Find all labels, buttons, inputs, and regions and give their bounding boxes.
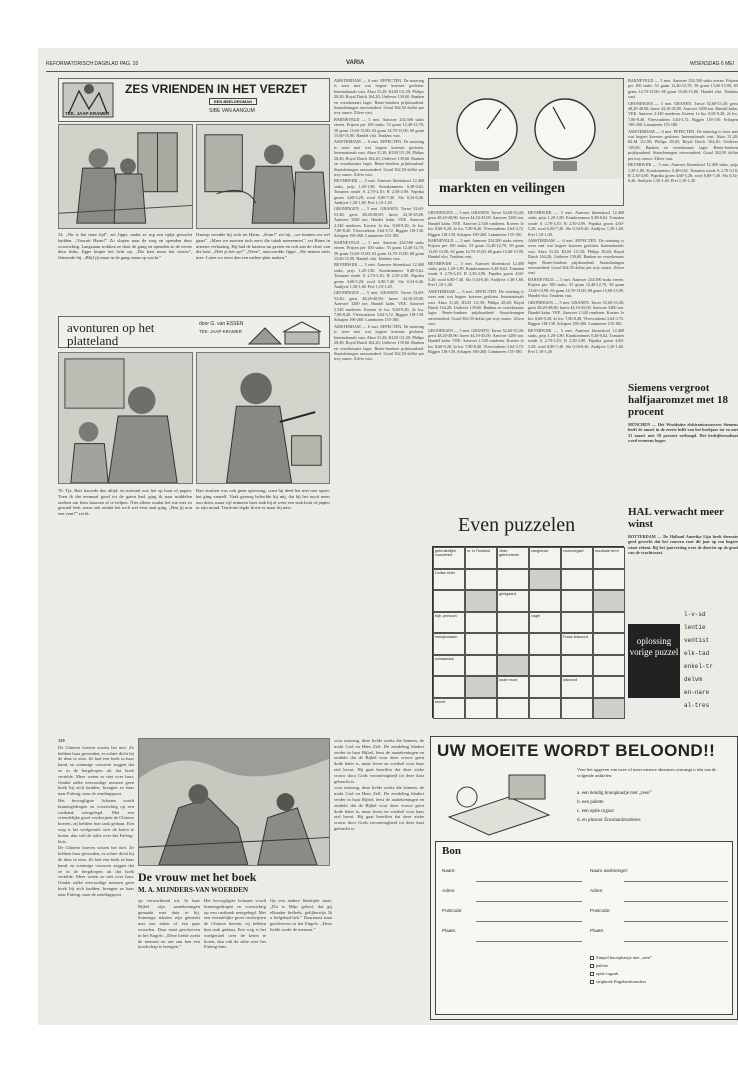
form-field-line[interactable] <box>476 921 582 922</box>
crossword-cell[interactable] <box>593 698 625 720</box>
form-choice-label: Simpel knoopkastje met „teen” <box>596 955 653 960</box>
story-panel-left <box>58 352 193 484</box>
crossword-cell[interactable] <box>593 676 625 698</box>
crossword-cell[interactable] <box>465 569 497 591</box>
article-column-5 <box>334 738 424 1018</box>
form-fields-left <box>442 868 582 948</box>
form-choice[interactable] <box>590 978 728 986</box>
crossword-cell[interactable] <box>433 676 465 698</box>
form-field-label: Plaats: <box>590 928 605 933</box>
crossword-clue: voorvoegsel <box>561 547 593 569</box>
crossword-grid[interactable] <box>432 546 624 718</box>
ad-intro: Voor het opgeven van twee of meer nieuwe abonnees ontvangt u één van de volgende artikelen: <box>577 767 717 778</box>
form-field-label: Naam: <box>442 868 456 873</box>
article-column-4: Op een andere bladzijde staat: „Dit is Mijn gebod, dat gij elkander liefhebt, gelijkerwijs Ik u liefgehad heb.” Daarnaast staat geschreven in het Engels: „Deze liefde zoekt de mensen.” <box>270 898 332 932</box>
form-field[interactable] <box>590 908 728 928</box>
crossword-cell[interactable] <box>561 569 593 591</box>
form-field[interactable] <box>442 908 582 928</box>
article-text-1: De Chinese boeren wisten het niet. Ze hebben haar gevonden, er achter dicht bij de deur te zien. Ze had een boek in haar hand, en sommige vrouwen zeggen dat ze in de bergdorpen uit dat boek vertelde. Meer weten ze niet over haar. Omdat zulke eenvoudige mensen geen boek bij zich hadden, brengen ze haar naar Fufeng, naar de zendingspost. <box>58 744 134 797</box>
story-credit-2: TEK. JAAP KRAMER <box>199 329 242 334</box>
puzzle-title: Even puzzelen <box>458 514 576 536</box>
crossword-cell[interactable] <box>465 698 497 720</box>
markets-banner <box>428 78 624 206</box>
checkbox[interactable] <box>590 964 594 968</box>
markets-text-1d: AMSTERDAM — 6 mei. EFFECTEN. De notering is weer met wat hogere koersen gesloten. Internationals vast. Akzo 31,20; KLM 111,50; Philips 28,40; Royal Dutch 164,20; Unilever 139,60. Banken en verzekeraars lager. Rente-fondsen prijshoudend. Staatsleningen onveranderd. Goud 362,50 dollar per troy ounce. Zilver vast. <box>428 288 524 327</box>
comic-caption-left: 34. „Nu is het onze tijd”, zei Jippe, nadat ze rog een tijdje gewacht hadden. „Vooruit Harm!” Zo slopen naar de weg en openden deur voorzichtig. Langzaam trokken ze door de gang en openden ze de eerste deur links. Jippe knipte het licht op. „Die kast moet het wezen”, fluisterde hij. „Blijf jij maar in de gang staan op wacht.” <box>58 232 192 261</box>
crossword-cell[interactable] <box>529 698 561 720</box>
crossword-clue: nr. in Rusland <box>465 547 497 569</box>
order-form <box>435 841 733 1015</box>
siemens-text: MÜNCHEN — Het Westduitse elektronicaconcern Siemens heeft de omzet in de eerste helft van het boekjaar tot en met 31 maart met 18 procent verhoogd. Het bedrijfsresultaat werd eveneens hoger. <box>628 422 738 444</box>
crossword-cell[interactable] <box>497 569 529 591</box>
crossword-clue: muzikale term <box>593 547 625 569</box>
markets-text-2: BARNEVELD — 5 mei. Aanvoer 234.500 stuks eieren. Prijzen per 100 stuks: 53 gram 12,40-12,70; 58 gram 13,60-13,90; 63 gram 14,70-15,00; 68 gram 15,60-15,90. Handel vlot. Tendens vast. <box>334 116 424 139</box>
crossword-cell[interactable] <box>593 633 625 655</box>
crossword-clue: meisjesnaam <box>433 633 465 655</box>
form-choice-label: palette <box>596 963 608 968</box>
hal-text: ROTTERDAM — De Holland Amerika Lijn heeft dermate goed gewerkt dat het concern voor dit jaar op een hogere winst rekent. Bij het jaarverslag wees de directie op de groei van de vrachtvaart. <box>628 534 738 556</box>
story-banner <box>58 316 330 348</box>
article-column-1 <box>58 738 134 1018</box>
subscription-ad <box>430 736 738 1020</box>
markets-text-3e: BEVERWIJK — 5 mei. Aanvoer bloemkool 12.400 stuks, prijs 1,20-1,80. Komkommers 0,48-0,62. Tomaten ronde A 2,70-3,10; B 2,50-2,90. Paprika groen 4,60-5,20; rood 6,80-7,40. Sla 0,34-0,46. Andijvie 1,30-1,60. Prei 1,10-1,40. <box>528 327 624 355</box>
form-field-line[interactable] <box>476 901 582 902</box>
markets-column-3 <box>528 210 624 540</box>
article-column-3: Het bewogligste lichaam wordt binnengedragen en voorzichtig op een rustbank neergelegd. Met een vriendelijke groet verdwijnen de Chinese boeren, zij hebben hun taak gedaan. Een weg is het wielgeratel over de keien te horen, dan valt de stilte over het Fufeng-huis. <box>204 898 266 950</box>
farm-illustration <box>245 318 325 348</box>
form-field[interactable] <box>590 888 728 908</box>
crossword-cell[interactable] <box>529 655 561 677</box>
markets-text-3: BEVERWIJK — 5 mei. Aanvoer bloemkool 12.400 stuks, prijs 1,20-1,80. Komkommers 0,48-0,62. Tomaten ronde A 2,70-3,10; B 2,50-2,90. Paprika groen 4,60-5,20; rood 6,80-7,40. Sla 0,34-0,46. Andijvie 1,30-1,60. Prei 1,10-1,40. <box>334 178 424 205</box>
form-field-line[interactable] <box>624 921 728 922</box>
ad-option: a. een hendig knoopkastje met „teen” <box>577 791 652 796</box>
form-field[interactable] <box>590 868 728 888</box>
form-choice[interactable] <box>590 962 728 970</box>
crossword-clue: lidwoord <box>561 676 593 698</box>
solution-row: l-v-sd <box>684 611 706 618</box>
crossword-cell[interactable] <box>529 676 561 698</box>
crossword-cell[interactable] <box>529 633 561 655</box>
form-field[interactable] <box>442 928 582 948</box>
page-header <box>46 58 738 72</box>
ad-options-list <box>577 789 727 825</box>
crossword-cell[interactable] <box>465 590 497 612</box>
crossword-clue: schaakstuk <box>433 655 465 677</box>
crossword-cell[interactable] <box>561 698 593 720</box>
article-text-3b: voor ontvang, deze liefde zoeks die kennen, de mokt God en Hem Zelf. De zendeling bladert verder in haar Bijbel, leest de aantekeningen en ontdekt dat de Bijbel voor deze vrouw geen dode letter is, maar leven en voedsel voor haar ziel bevat. Hij gaat beseffen dat deze zieke vrouw door Gods voorzienigheid tot deze kust gebracht is. <box>334 785 424 831</box>
comic-credit-story: SIBE VAN AANGUM <box>209 108 255 114</box>
article-text-1b: De Chinese boeren wisten het niet. Ze hebben haar gevonden, er achter dicht bij de deur te zien. Ze had een boek in haar hand, en sommige vrouwen zeggen dat ze in de bergdorpen uit dat boek vertelde. Meer weten ze niet over haar. Omdat zulke eenvoudige mensen geen boek bij zich hadden, brengen ze haar naar Fufeng, naar de zendingspost. <box>58 845 134 897</box>
crossword-clue: vogel <box>529 612 561 634</box>
markets-text-2d: BARNEVELD — 5 mei. Aanvoer 234.500 stuks eieren. Prijzen per 100 stuks: 53 gram 12,40-12,70; 58 gram 13,60-13,90; 63 gram 14,70-15,00; 68 gram 15,60-15,90. Handel vlot. Tendens vast. <box>528 276 624 299</box>
solution-row: ventist <box>684 637 710 644</box>
form-field-line[interactable] <box>624 881 728 882</box>
form-choice[interactable] <box>590 970 728 978</box>
crossword-cell[interactable] <box>465 633 497 655</box>
crossword-clue: toneel <box>433 698 465 720</box>
ad-prizes-illustration <box>439 767 569 837</box>
markets-text-4: GRONINGEN — 5 mei. GRANEN. Tarwe 52,60-53,40; gerst 48,20-48,90; haver 44,10-45,00. Aanvoer 3200 ton. Handel kalm. VEE. Aanvoer 2.340 runderen. Koeien 1e kw. 8,60-9,20; 2e kw. 7,80-8,40. Vleesvarkens 3,64-3,72. Biggen 118-130. Schapen 190-260. Lammeren 155-180. <box>334 206 424 239</box>
header-section: VARIA <box>346 60 365 66</box>
markets-text-1e: AMSTERDAM — 6 mei. EFFECTEN. De notering is weer met wat hogere koersen gesloten. Internationals vast. Akzo 31,20; KLM 111,50; Philips 28,40; Royal Dutch 164,20; Unilever 139,60. Banken en verzekeraars lager. Rente-fondsen prijshoudend. Staatsleningen onveranderd. Goud 362,50 dollar per troy ounce. Zilver vast. <box>528 238 624 276</box>
crossword-cell[interactable] <box>497 612 529 634</box>
markets-column-1 <box>334 78 424 518</box>
markets-text-3c: BEVERWIJK — 5 mei. Aanvoer bloemkool 12.400 stuks, prijs 1,20-1,80. Komkommers 0,48-0,62. Tomaten ronde A 2,70-3,10; B 2,50-2,90. Paprika groen 4,60-5,20; rood 6,80-7,40. Sla 0,34-0,46. Andijvie 1,30-1,60. Prei 1,10-1,40. <box>428 260 524 288</box>
markets-text-1b: AMSTERDAM — 6 mei. EFFECTEN. De notering is weer met wat hogere koersen gesloten. Internationals vast. Akzo 31,20; KLM 111,50; Philips 28,40; Royal Dutch 164,20; Unilever 139,60. Banken en verzekeraars lager. Rente-fondsen prijshoudend. Staatsleningen onveranderd. Goud 362,50 dollar per troy ounce. Zilver vast. <box>334 139 424 177</box>
article-text-3: voor ontvang, deze liefde zoeks die kennen, de mokt God en Hem Zelf. De zendeling bladert verder in haar Bijbel, leest de aantekeningen en ontdekt dat de Bijbel voor deze vrouw geen dode letter is, maar leven en voedsel voor haar ziel bevat. Hij gaat beseffen dat deze zieke vrouw door Gods voorzienigheid tot deze kust gebracht is. <box>334 738 424 784</box>
crossword-clue: Frans lidwoord <box>561 633 593 655</box>
solution-row: enkel-tr <box>684 663 713 670</box>
comic-panel-right <box>196 124 330 229</box>
right-text-4: BEVERWIJK — 5 mei. Aanvoer bloemkool 12.400 stuks, prijs 1,20-1,80. Komkommers 0,48-0,62. Tomaten ronde A 2,70-3,10; B 2,50-2,90. Paprika groen 4,60-5,20; rood 6,80-7,40. Sla 0,34-0,46. Andijvie 1,30-1,60. Prei 1,10-1,40. <box>628 162 738 184</box>
crossword-cell[interactable] <box>497 655 529 677</box>
right-text-1: BARNEVELD — 5 mei. Aanvoer 234.500 stuks eieren. Prijzen per 100 stuks: 53 gram 12,40-12,70; 58 gram 13,60-13,90; 63 gram 14,70-15,00; 68 gram 15,60-15,90. Handel vlot. Tendens vast. <box>628 78 738 100</box>
solution-row: en-nare <box>684 689 710 696</box>
crossword-clue: Duitse rivier <box>433 569 465 591</box>
header-date: WOENSDAG 6 MEI <box>689 61 734 67</box>
markets-text-3d: BEVERWIJK — 5 mei. Aanvoer bloemkool 12.400 stuks, prijs 1,20-1,80. Komkommers 0,48-0,62. Tomaten ronde A 2,70-3,10; B 2,50-2,90. Paprika groen 4,60-5,20; rood 6,80-7,40. Sla 0,34-0,46. Andijvie 1,30-1,60. Prei 1,10-1,40. <box>528 210 624 237</box>
markets-text-1: AMSTERDAM — 6 mei. EFFECTEN. De notering is weer met wat hogere koersen gesloten. Internationals vast. Akzo 31,20; KLM 111,50; Philips 28,40; Royal Dutch 164,20; Unilever 139,60. Banken en verzekeraars lager. Rente-fondsen prijshoudend. Staatsleningen onveranderd. Goud 362,50 dollar per troy ounce. Zilver vast. <box>334 78 424 116</box>
crossword-cell[interactable] <box>593 612 625 634</box>
markets-column-2 <box>428 210 524 540</box>
form-field-label: Naam aanbrenger: <box>590 868 629 873</box>
crossword-cell[interactable] <box>561 655 593 677</box>
ad-option: d. en plusoor Encelandzunderes <box>577 818 641 823</box>
markets-text-2b: BARNEVELD — 5 mei. Aanvoer 234.500 stuks eieren. Prijzen per 100 stuks: 53 gram 12,40-12,70; 58 gram 13,60-13,90; 63 gram 14,70-15,00; 68 gram 15,60-15,90. Handel vlot. Tendens vast. <box>334 239 424 261</box>
solution-row: elk-tad <box>684 650 710 657</box>
comic-panel-left <box>58 124 193 229</box>
crossword-cell[interactable] <box>465 612 497 634</box>
checkbox[interactable] <box>590 972 594 976</box>
story-caption-left: 76. Tja, Bart kauwde dus altijd, en meestal was het op hout of papier. Toen ik dat eenmaal goed tot de gaten had, ging ik naar middelen zoeken om hem daarvan af te helpen. Niet alleen omdat het me niet zo gezond leek, maar ook omdat het toch wel eens stuk ging. „Ben jij nou een vent?” zei ik. <box>58 488 192 517</box>
ad-title: UW MOEITE WORDT BELOOND!! <box>437 741 716 760</box>
form-field-label: Adres: <box>590 888 604 893</box>
story-credit: door G. van ESSEN <box>199 321 244 327</box>
crossword-clue: zangmuze <box>529 547 561 569</box>
form-choice-label: optie rugzak <box>596 971 619 976</box>
solution-box <box>628 608 738 718</box>
crossword-clue: Jean, gebeurtenis <box>497 547 529 569</box>
solution-label: oplossing vorige puzzel <box>628 624 680 698</box>
article-title: De vrouw met het boek <box>138 870 257 884</box>
form-choice-label: stripboek Engelandvaarders <box>596 979 647 984</box>
crossword-cell[interactable] <box>529 590 561 612</box>
ad-option: c. een optie rugzor <box>577 809 615 814</box>
right-text-2: GRONINGEN — 5 mei. GRANEN. Tarwe 52,60-53,40; gerst 48,20-48,90; haver 44,10-45,00. Aanvoer 3200 ton. Handel kalm. VEE. Aanvoer 2.340 runderen. Koeien 1e kw. 8,60-9,20; 2e kw. 7,80-8,40. Vleesvarkens 3,64-3,72. Biggen 118-130. Schapen 190-260. Lammeren 155-180. <box>628 100 738 128</box>
article-author: M. A. MIJNDERS-VAN WOERDEN <box>138 886 249 894</box>
right-column-top <box>628 78 738 378</box>
form-field[interactable] <box>590 928 728 948</box>
checkbox[interactable] <box>590 980 594 984</box>
form-field[interactable] <box>442 868 582 888</box>
story-caption-right: Bart straften was ook geen oplossing, want hij deed het niet met opzet: het ging vanzelf. Vaak genoeg beloofde hij mij, dat hij het nooit meer zou doen, maar vijf minuten later stak hij al weer een stuk hout of papier in zijn mond. Tenslotte legde ik me er maar bij neer. <box>196 488 330 511</box>
solution-row: delvm <box>684 676 703 683</box>
markets-text-4b: GRONINGEN — 5 mei. GRANEN. Tarwe 52,60-53,40; gerst 48,20-48,90; haver 44,10-45,00. Aanvoer 3200 ton. Handel kalm. VEE. Aanvoer 2.340 runderen. Koeien 1e kw. 8,60-9,20; 2e kw. 7,80-8,40. Vleesvarkens 3,64-3,72. Biggen 118-130. Schapen 190-260. Lammeren 155-180. <box>334 290 424 323</box>
crossword-cell[interactable] <box>465 655 497 677</box>
solution-row: lentie <box>684 624 706 631</box>
form-field-line[interactable] <box>476 881 582 882</box>
order-form-title: Bon <box>442 845 461 857</box>
markets-text-4e: GRONINGEN — 5 mei. GRANEN. Tarwe 52,60-53,40; gerst 48,20-48,90; haver 44,10-45,00. Aanvoer 3200 ton. Handel kalm. VEE. Aanvoer 2.340 runderen. Koeien 1e kw. 8,60-9,20; 2e kw. 7,80-8,40. Vleesvarkens 3,64-3,72. Biggen 118-130. Schapen 190-260. Lammeren 155-180. <box>528 299 624 327</box>
crossword-cell[interactable] <box>561 590 593 612</box>
article-text-2: Het bewogligste lichaam wordt binnengedragen en voorzichtig op een rustbank neergelegd. Met een vriendelijke groet verdwijnen de Chinese boeren, zij hebben hun taak gedaan. Een weg is het wielgeratel over de keien te horen, dan valt de stilte over het Fufeng-huis. <box>58 797 134 844</box>
crossword-cell[interactable] <box>561 612 593 634</box>
form-field[interactable] <box>442 888 582 908</box>
markets-text-4c: GRONINGEN — 5 mei. GRANEN. Tarwe 52,60-53,40; gerst 48,20-48,90; haver 44,10-45,00. Aanvoer 3200 ton. Handel kalm. VEE. Aanvoer 2.340 runderen. Koeien 1e kw. 8,60-9,20; 2e kw. 7,80-8,40. Vleesvarkens 3,64-3,72. Biggen 118-130. Schapen 190-260. Lammeren 155-180. <box>428 210 524 237</box>
form-field-line[interactable] <box>476 941 582 942</box>
hal-headline: HAL verwacht meer winst <box>628 506 724 530</box>
crossword-cell[interactable] <box>465 676 497 698</box>
solution-row: al-tres <box>684 702 710 709</box>
crossword-cell[interactable] <box>593 590 625 612</box>
crossword-cell[interactable] <box>529 569 561 591</box>
siemens-headline: Siemens vergroot halfjaaromzet met 18 procent <box>628 382 728 418</box>
solution-grid <box>684 608 738 712</box>
header-left: REFORMATORISCH DAGBLAD PAG. 10 <box>46 61 139 67</box>
markets-text-3b: BEVERWIJK — 5 mei. Aanvoer bloemkool 12.400 stuks, prijs 1,20-1,80. Komkommers 0,48-0,62. Tomaten ronde A 2,70-3,10; B 2,50-2,90. Paprika groen 4,60-5,20; rood 6,80-7,40. Sla 0,34-0,46. Andijvie 1,30-1,60. Prei 1,10-1,40. <box>334 262 424 290</box>
crossword-cell[interactable] <box>593 569 625 591</box>
crossword-clue: gierigaard <box>497 590 529 612</box>
crossword-clue: oude munt <box>497 676 529 698</box>
form-choice[interactable] <box>590 954 728 962</box>
form-field-label: Postcode: <box>442 908 463 913</box>
article-column-2: op verwachtend uit. In haar Bijbel zijn aantekeningen gemaakt met data er bij. Sommige teksten zijn gemerkt met een teken of een paar woorden. Daar staat geschreven in het Engels: „Deze liefde zoekt de mensen en om aan hen een boodschap te brengen.” <box>138 898 200 950</box>
crossword-cell[interactable] <box>593 655 625 677</box>
comic-title: ZES VRIENDEN IN HET VERZET <box>125 82 308 96</box>
markets-title: markten en veilingen <box>439 181 565 196</box>
story-panel-right <box>196 352 330 484</box>
crossword-cell[interactable] <box>497 633 529 655</box>
comic-subtitle: EEN BEELDROMAN <box>209 98 257 105</box>
markets-text-1c: AMSTERDAM — 6 mei. EFFECTEN. De notering is weer met wat hogere koersen gesloten. Internationals vast. Akzo 31,20; KLM 111,50; Philips 28,40; Royal Dutch 164,20; Unilever 139,60. Banken en verzekeraars lager. Rente-fondsen prijshoudend. Staatsleningen onveranderd. Goud 362,50 dollar per troy ounce. Zilver vast. <box>334 323 424 362</box>
markets-text-4d: GRONINGEN — 5 mei. GRANEN. Tarwe 52,60-53,40; gerst 48,20-48,90; haver 44,10-45,00. Aanvoer 3200 ton. Handel kalm. VEE. Aanvoer 2.340 runderen. Koeien 1e kw. 8,60-9,20; 2e kw. 7,80-8,40. Vleesvarkens 3,64-3,72. Biggen 118-130. Schapen 190-260. Lammeren 155-180. <box>428 327 524 355</box>
ad-option: b. een palette <box>577 800 604 805</box>
crossword-clue: bijb. persoon <box>433 612 465 634</box>
right-text-3: AMSTERDAM — 6 mei. EFFECTEN. De notering is weer met wat hogere koersen gesloten. Internationals vast. Akzo 31,20; KLM 111,50; Philips 28,40; Royal Dutch 164,20; Unilever 139,60. Banken en verzekeraars lager. Rente-fondsen prijshoudend. Staatsleningen onveranderd. Goud 362,50 dollar per troy ounce. Zilver vast. <box>628 128 738 161</box>
comic-banner <box>58 78 330 122</box>
story-title: avonturen op het platteland <box>67 320 155 348</box>
form-choices <box>590 954 728 986</box>
form-field-line[interactable] <box>624 901 728 902</box>
form-field-label: Plaats: <box>442 928 457 933</box>
form-field-label: Adres: <box>442 888 456 893</box>
form-fields-right <box>590 868 728 948</box>
form-field-line[interactable] <box>624 941 728 942</box>
crossword-cell[interactable] <box>497 698 529 720</box>
crossword-cell[interactable] <box>433 590 465 612</box>
markets-text-2c: BARNEVELD — 5 mei. Aanvoer 234.500 stuks eieren. Prijzen per 100 stuks: 53 gram 12,40-12,70; 58 gram 13,60-13,90; 63 gram 14,70-15,00; 68 gram 15,60-15,90. Handel vlot. Tendens vast. <box>428 238 524 260</box>
comic-credit-art: TEK. JAAP KRAMER <box>65 111 110 116</box>
form-field-label: Postcode: <box>590 908 611 913</box>
newspaper-page <box>38 48 738 1025</box>
article-illustration <box>138 738 330 866</box>
scales-illustration <box>429 79 623 179</box>
checkbox[interactable] <box>590 956 594 960</box>
article-page-no: 119 <box>58 738 65 743</box>
crossword-clue: gebruikelijke voorzetsel <box>433 547 465 569</box>
comic-caption-right: Daarop wendde hij zich tot Harm. „Kom!” zei hij. „we kunnen nu wel gaan”. „Maar we moeten toch eerst die tabak meenemen”, zei Harm in uiterste verbazing. Hij had de kasteur nu gezien en ook aan de vloer van die kast. „Heb je het op?” „Neen”, antwoordde Jippe. „We nemen niets mee. Laten we eerst dan een nadere plan maken.” <box>196 232 330 261</box>
